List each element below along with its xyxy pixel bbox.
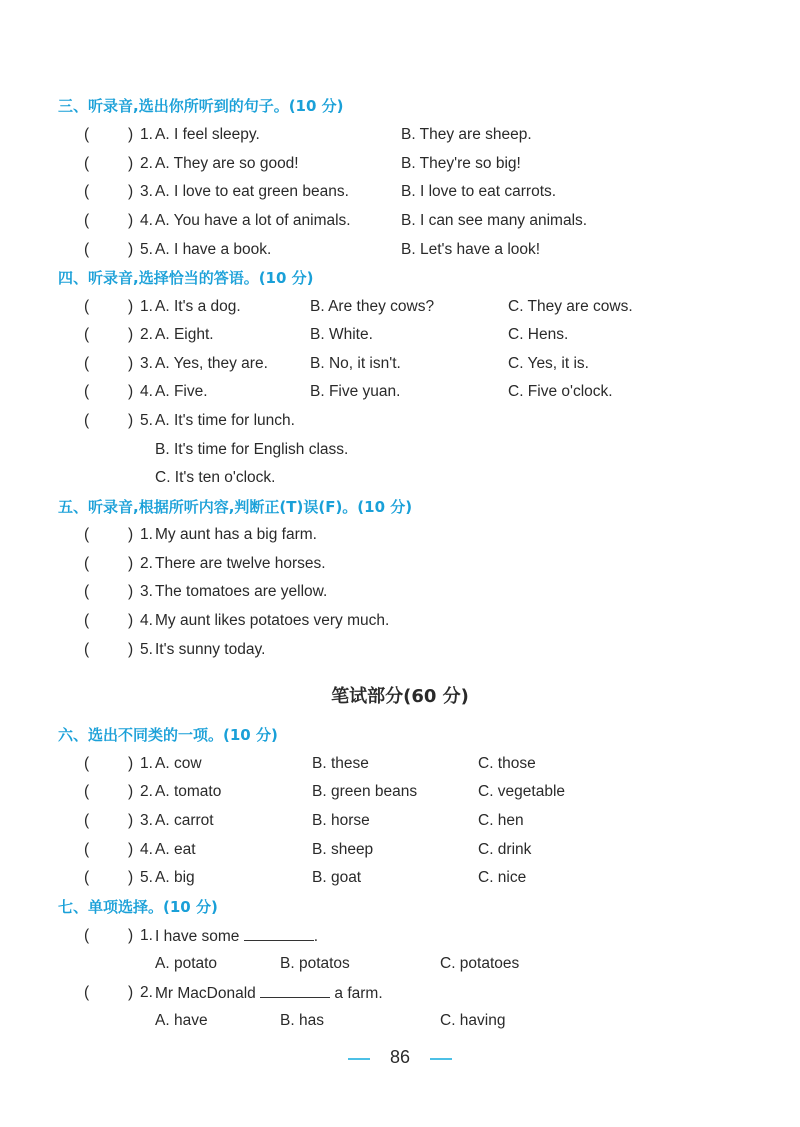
question-number: 5.: [140, 869, 153, 886]
question-number: 5.: [140, 412, 153, 429]
answer-paren-close: ): [128, 555, 134, 572]
option-a: A. potato: [155, 955, 218, 972]
question-number: 2.: [140, 155, 153, 172]
answer-paren-open[interactable]: (: [84, 641, 90, 658]
option-b: B. has: [280, 1012, 324, 1029]
option-a: A. I love to eat green beans.: [155, 183, 349, 200]
option-b: B. sheep: [312, 841, 374, 858]
question-number: 1.: [140, 755, 153, 772]
section-3-heading: 三、听录音,选出你所听到的句子。(10 分): [58, 97, 344, 115]
question-number: 1.: [140, 526, 153, 543]
option-a: A. It's time for lunch.: [155, 412, 295, 429]
option-c: C. Yes, it is.: [508, 355, 589, 372]
option-a: A. Yes, they are.: [155, 355, 268, 372]
question-number: 5.: [140, 241, 153, 258]
answer-paren-open[interactable]: (: [84, 126, 90, 143]
option-c: C. hen: [478, 812, 524, 829]
answer-paren-close: ): [128, 927, 134, 944]
fill-blank[interactable]: [260, 983, 330, 998]
stem-end: a farm.: [334, 985, 383, 1002]
answer-paren-close: ): [128, 126, 134, 143]
section-6-heading: 六、选出不同类的一项。(10 分): [58, 726, 278, 744]
answer-paren-open[interactable]: (: [84, 927, 90, 944]
answer-paren-open[interactable]: (: [84, 812, 90, 829]
answer-paren-open[interactable]: (: [84, 212, 90, 229]
answer-paren-open[interactable]: (: [84, 612, 90, 629]
option-b: B. No, it isn't.: [310, 355, 401, 372]
statement-text: There are twelve horses.: [155, 555, 326, 572]
option-c: C. those: [478, 755, 536, 772]
option-a: A. You have a lot of animals.: [155, 212, 351, 229]
option-b: B. Are they cows?: [310, 298, 435, 315]
question-stem: [155, 983, 383, 1004]
option-c: C. It's ten o'clock.: [155, 469, 276, 486]
question-number: 2.: [140, 783, 153, 800]
stem-text: Mr MacDonald: [155, 985, 256, 1002]
answer-paren-open[interactable]: (: [84, 583, 90, 600]
answer-paren-open[interactable]: (: [84, 869, 90, 886]
option-a: A. They are so good!: [155, 155, 299, 172]
question-number: 2.: [140, 984, 153, 1001]
question-number: 4.: [140, 612, 153, 629]
answer-paren-open[interactable]: (: [84, 555, 90, 572]
option-a: A. I feel sleepy.: [155, 126, 260, 143]
answer-paren-close: ): [128, 583, 134, 600]
question-number: 3.: [140, 583, 153, 600]
answer-paren-close: ): [128, 869, 134, 886]
statement-text: It's sunny today.: [155, 641, 266, 658]
answer-paren-close: ): [128, 212, 134, 229]
page-number-right-dash: [430, 1058, 452, 1060]
option-a: A. Eight.: [155, 326, 214, 343]
question-number: 4.: [140, 383, 153, 400]
answer-paren-close: ): [128, 841, 134, 858]
stem-text: I have some: [155, 928, 240, 945]
answer-paren-close: ): [128, 326, 134, 343]
answer-paren-close: ): [128, 412, 134, 429]
answer-paren-open[interactable]: (: [84, 155, 90, 172]
answer-paren-open[interactable]: (: [84, 755, 90, 772]
answer-paren-open[interactable]: (: [84, 383, 90, 400]
written-section-title: 笔试部分(60 分): [331, 686, 469, 707]
option-c: C. They are cows.: [508, 298, 633, 315]
question-number: 2.: [140, 326, 153, 343]
section-5-heading: 五、听录音,根据所听内容,判断正(T)误(F)。(10 分): [58, 498, 413, 516]
option-b: B. I love to eat carrots.: [401, 183, 557, 200]
option-b: B. White.: [310, 326, 373, 343]
option-a: A. carrot: [155, 812, 214, 829]
section-4-heading: 四、听录音,选择恰当的答语。(10 分): [58, 269, 314, 287]
question-number: 2.: [140, 555, 153, 572]
option-c: C. having: [440, 1012, 506, 1029]
answer-paren-close: ): [128, 355, 134, 372]
answer-paren-close: ): [128, 383, 134, 400]
option-a: A. cow: [155, 755, 202, 772]
answer-paren-close: ): [128, 241, 134, 258]
option-b: B. I can see many animals.: [401, 212, 588, 229]
option-b: B. horse: [312, 812, 370, 829]
option-a: A. Five.: [155, 383, 208, 400]
option-b: B. green beans: [312, 783, 418, 800]
answer-paren-close: ): [128, 612, 134, 629]
option-a: A. big: [155, 869, 195, 886]
option-c: C. vegetable: [478, 783, 566, 800]
answer-paren-close: ): [128, 641, 134, 658]
option-c: C. Hens.: [508, 326, 569, 343]
question-number: 4.: [140, 212, 153, 229]
fill-blank[interactable]: [244, 926, 314, 941]
option-b: B. It's time for English class.: [155, 441, 349, 458]
statement-text: The tomatoes are yellow.: [155, 583, 328, 600]
question-number: 3.: [140, 812, 153, 829]
answer-paren-open[interactable]: (: [84, 412, 90, 429]
answer-paren-open[interactable]: (: [84, 355, 90, 372]
question-number: 3.: [140, 355, 153, 372]
option-b: B. They are sheep.: [401, 126, 532, 143]
option-b: B. They're so big!: [401, 155, 521, 172]
answer-paren-close: ): [128, 984, 134, 1001]
question-number: 4.: [140, 841, 153, 858]
option-b: B. goat: [312, 869, 362, 886]
question-number: 1.: [140, 927, 153, 944]
option-c: C. Five o'clock.: [508, 383, 613, 400]
answer-paren-open[interactable]: (: [84, 183, 90, 200]
question-number: 1.: [140, 298, 153, 315]
option-a: A. have: [155, 1012, 208, 1029]
option-c: C. potatoes: [440, 955, 520, 972]
option-b: B. these: [312, 755, 369, 772]
answer-paren-close: ): [128, 183, 134, 200]
option-a: A. eat: [155, 841, 196, 858]
answer-paren-close: ): [128, 298, 134, 315]
answer-paren-close: ): [128, 755, 134, 772]
answer-paren-open[interactable]: (: [84, 783, 90, 800]
question-number: 1.: [140, 126, 153, 143]
answer-paren-open[interactable]: (: [84, 984, 90, 1001]
option-b: B. Let's have a look!: [401, 241, 541, 258]
statement-text: My aunt likes potatoes very much.: [155, 612, 390, 629]
statement-text: My aunt has a big farm.: [155, 526, 317, 543]
question-number: 5.: [140, 641, 153, 658]
answer-paren-open[interactable]: (: [84, 841, 90, 858]
option-b: B. potatos: [280, 955, 350, 972]
stem-end: .: [313, 928, 319, 945]
question-number: 3.: [140, 183, 153, 200]
answer-paren-open[interactable]: (: [84, 326, 90, 343]
option-a: A. I have a book.: [155, 241, 272, 258]
option-c: C. drink: [478, 841, 532, 858]
option-a: A. tomato: [155, 783, 222, 800]
option-b: B. Five yuan.: [310, 383, 401, 400]
answer-paren-open[interactable]: (: [84, 526, 90, 543]
section-7-heading: 七、单项选择。(10 分): [58, 898, 218, 916]
answer-paren-close: ): [128, 812, 134, 829]
answer-paren-close: ): [128, 526, 134, 543]
page-number: 86: [389, 1047, 411, 1067]
answer-paren-open[interactable]: (: [84, 298, 90, 315]
answer-paren-close: ): [128, 783, 134, 800]
option-c: C. nice: [478, 869, 527, 886]
answer-paren-open[interactable]: (: [84, 241, 90, 258]
answer-paren-close: ): [128, 155, 134, 172]
option-a: A. It's a dog.: [155, 298, 241, 315]
question-stem: [155, 926, 318, 947]
